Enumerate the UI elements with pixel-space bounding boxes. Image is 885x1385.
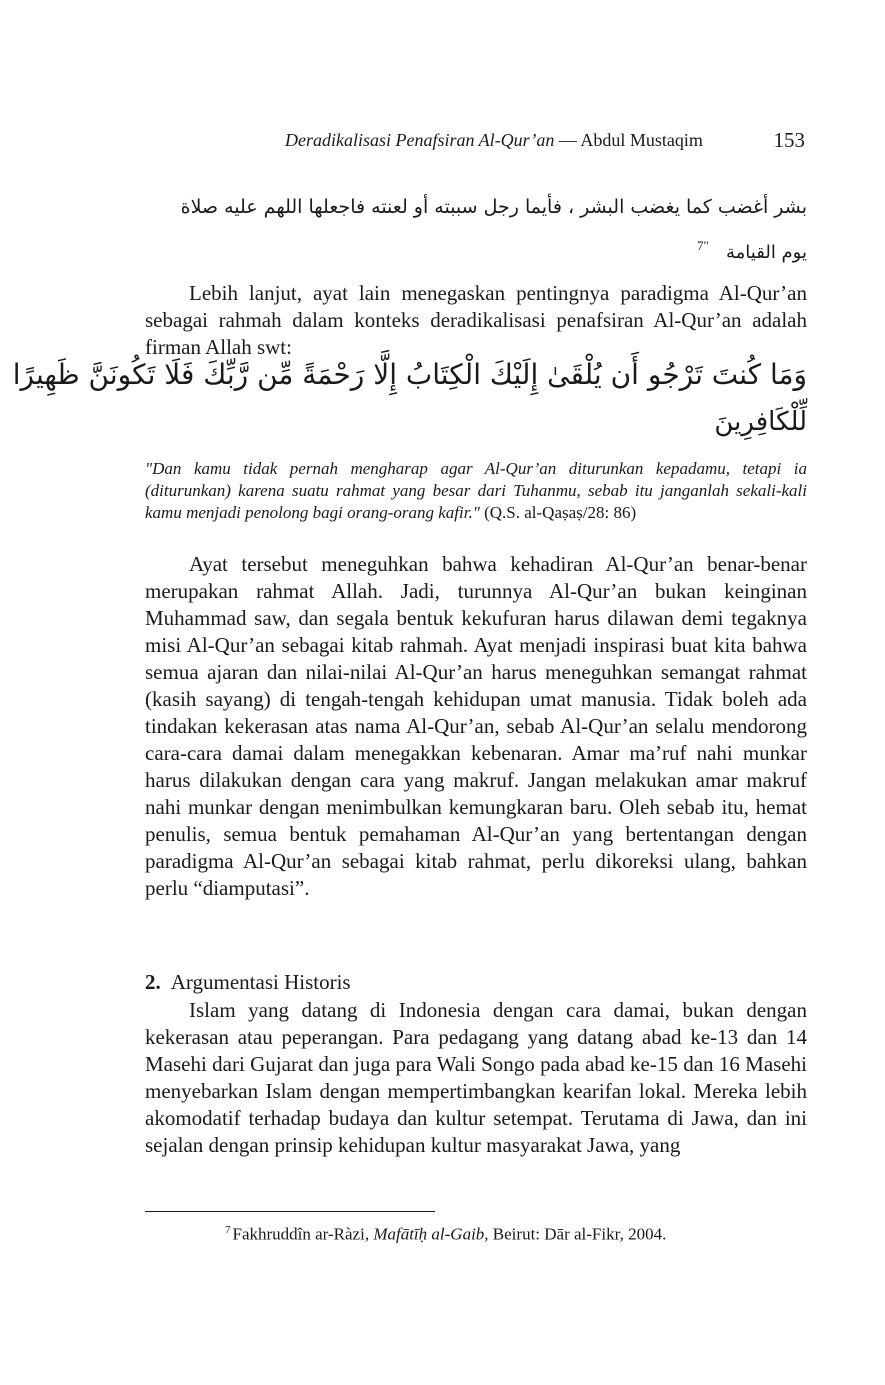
paragraph-intro: Lebih lanjut, ayat lain menegaskan pentingnya paradigma Al-Qur’an sebagai rahmah dalam konteks deradikalisasi penafsiran Al-Qur’an adalah firman Allah swt: [145,281,807,359]
running-head-title: Deradikalisasi Penafsiran Al-Qur’an [285,130,555,150]
translation-citation: (Q.S. al-Qaṣaṣ/28: 86) [479,503,637,522]
hadith-footnote-ref: 7" [697,238,709,253]
section-number: 2. [145,970,161,994]
section-heading [145,970,351,995]
translation-quote: "Dan kamu tidak pernah mengharap agar Al-Qur’an diturunkan kepadamu, tetapi ia (diturunkan) karena suatu rahmat yang besar dari Tuhanmu, sebab itu janganlah sekali-kali kamu menjadi penolong bagi orang-orang kafir." [145,459,807,522]
footnote-publication: Beirut: Dār al-Fikr, 2004. [488,1224,667,1244]
running-head-author: Abdul Mustaqim [580,130,703,150]
quran-verse-line-2: لِّلْكَافِرِينَ [714,407,807,437]
page-number: 153 [773,128,805,152]
footnote [225,1224,666,1245]
quran-verse-line-1: وَمَا كُنتَ تَرْجُو أَن يُلْقَىٰ إِلَيْكَ الْكِتَابُ إِلَّا رَحْمَةً مِّن رَّبِّكَ فَلَا تَكُونَنَّ ظَهِيرًا [12,358,807,391]
footnote-mark: 7 [225,1224,231,1236]
paragraph-historis: Islam yang datang di Indonesia dengan cara damai, bukan dengan kekerasan atau peperangan. Para pedagang yang datang abad ke-13 dan 14 Masehi dari Gujarat dan juga para Wali Songo pada abad ke-15 dan 16 Masehi menyebarkan Islam dengan mempertimbangkan kearifan lokal. Mereka lebih akomodatif terhadap budaya dan kultur setempat. Terutama di Jawa, dan ini sejalan dengan prinsip kehidupan kultur masyarakat Jawa, yang [145,998,807,1157]
running-head [285,130,805,151]
running-head-separator: — [554,130,581,150]
hadith-arabic-line-1: بشر أغضب كما يغضب البشر ، فأيما رجل سببته أو لعنته فاجعلها اللهم عليه صلاة [180,196,807,218]
footnote-author: Fakhruddîn ar-Ràzi, [232,1224,374,1244]
section-title: Argumentasi Historis [170,970,351,994]
verse-translation [145,458,807,524]
paragraph-rahmat: Ayat tersebut meneguhkan bahwa kehadiran Al-Qur’an benar-benar merupakan rahmat Allah. Jadi, turunnya Al-Qur’an bukan keinginan Muhammad saw, dan segala bentuk kekufuran harus dilawan demi tegaknya misi Al-Qur’an sebagai kitab rahmah. Ayat menjadi inspirasi buat kita bahwa semua ajaran dan nilai-nilai Al-Qur’an harus meneguhkan semangat rahmat (kasih sayang) di tengah-tengah kehidupan umat manusia. Tidak boleh ada tindakan kekerasan atas nama Al-Qur’an, sebab Al-Qur’an selalu mendorong cara-cara damai dalam menegakkan kebenaran. Amar ma’ruf nahi munkar harus dilakukan dengan cara yang makruf. Jangan melakukan amar makruf nahi munkar dengan menimbulkan kemungkaran baru. Oleh sebab itu, hemat penulis, semua bentuk pemahaman Al-Qur’an yang bertentangan dengan paradigma Al-Qur’an sebagai kitab rahmat, perlu dikoreksi ulang, bahkan perlu “diamputasi”. [145,552,807,900]
footnote-divider [145,1211,435,1212]
footnote-work: Mafātīḥ al-Gaib, [373,1224,489,1244]
hadith-arabic-line-2: يوم القيامة [726,242,807,263]
